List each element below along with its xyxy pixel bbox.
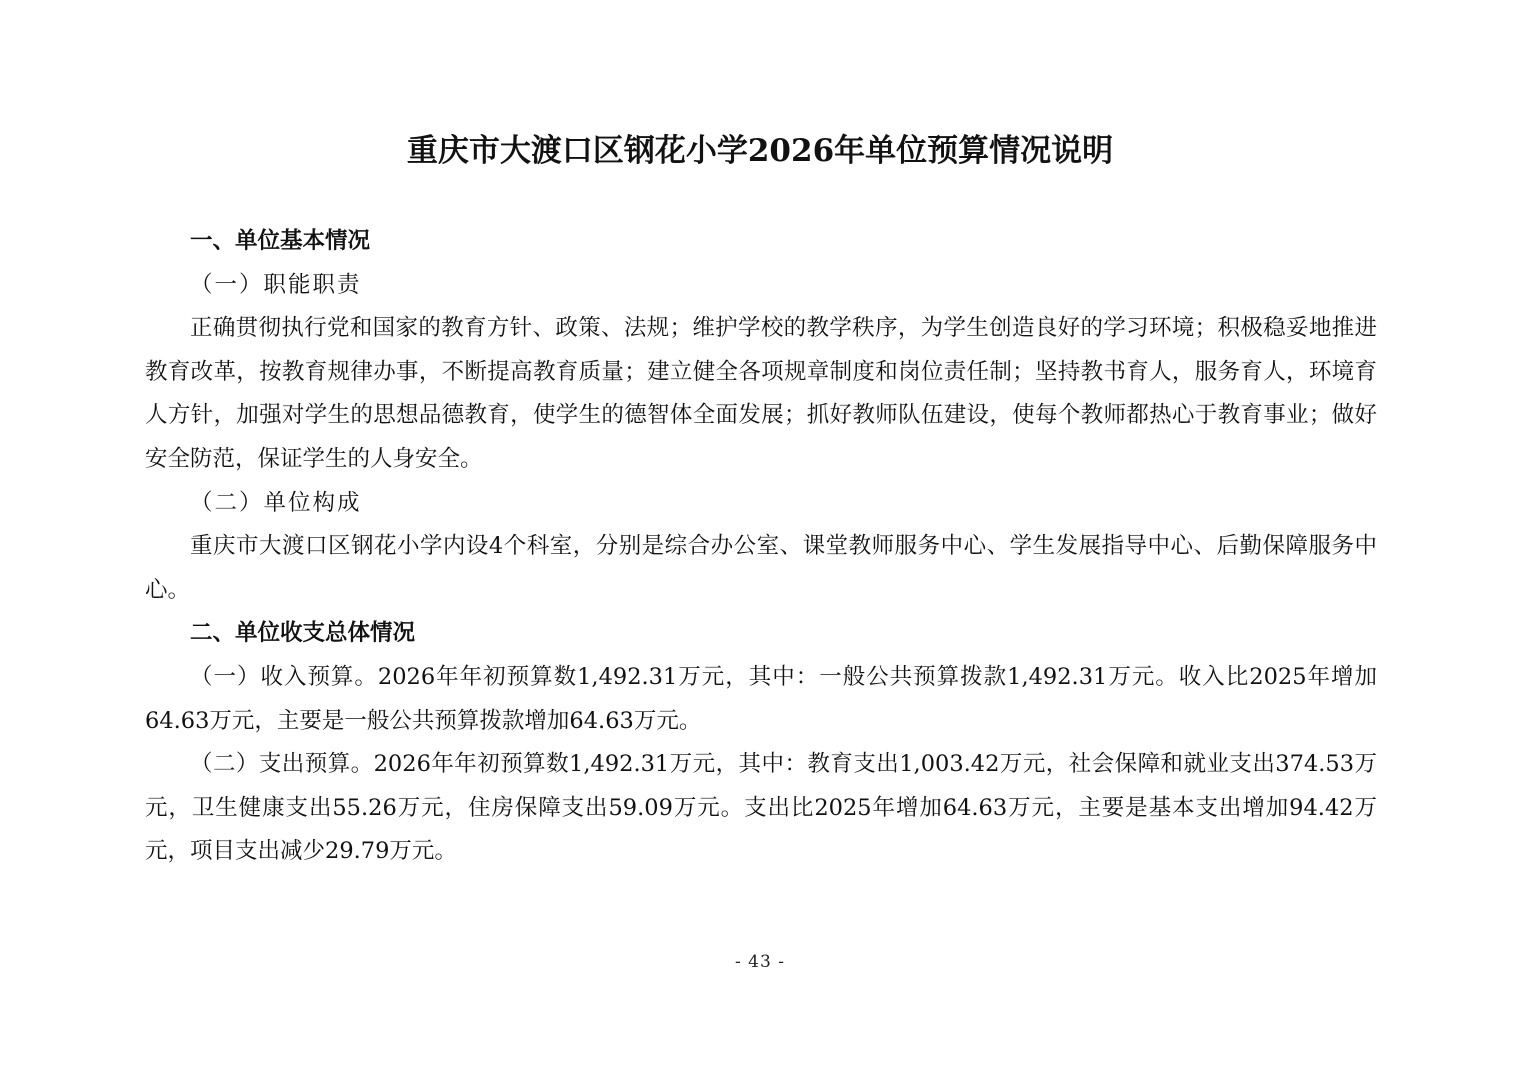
subsection-heading-functions: （一）职能职责 bbox=[190, 271, 362, 298]
paragraph-functions: 正确贯彻执行党和国家的教育方针、政策、法规；维护学校的教学秩序，为学生创造良好的学习环境；积极稳妥地推进教育改革，按教育规律办事，不断提高教育质量；建立健全各项规章制度和岗位责任制；坚持教书育人，服务育人，环境育人方针，加强对学生的思想品德教育，使学生的德智体全面发展；抓好教师队伍建设，使每个教师都热心于教育事业；做好安全防范，保证学生的人身安全。 bbox=[145, 315, 1377, 472]
paragraph-expenditure-budget: （二）支出预算。2026年年初预算数1,492.31万元，其中：教育支出1,003.42万元，社会保障和就业支出374.53万元，卫生健康支出55.26万元，住房保障支出59.09万元。支出比2025年增加64.63万元，主要是基本支出增加94.42万元，项目支出减少29.79万元。 bbox=[145, 751, 1377, 865]
section-heading-budget-overview: 二、单位收支总体情况 bbox=[190, 620, 416, 647]
subsection-heading-composition: （二）单位构成 bbox=[190, 489, 362, 516]
paragraph-income-budget: （一）收入预算。2026年年初预算数1,492.31万元，其中：一般公共预算拨款1,492.31万元。收入比2025年增加64.63万元，主要是一般公共预算拨款增加64.63万元。 bbox=[145, 663, 1377, 734]
paragraph-composition: 重庆市大渡口区钢花小学内设4个科室，分别是综合办公室、课堂教师服务中心、学生发展指导中心、后勤保障服务中心。 bbox=[145, 533, 1377, 603]
section-heading-basic-info: 一、单位基本情况 bbox=[190, 228, 371, 254]
document-title: 重庆市大渡口区钢花小学2026年单位预算情况说明 bbox=[406, 133, 1114, 169]
page-number: - 43 - bbox=[735, 952, 785, 972]
document-body bbox=[145, 220, 1377, 874]
